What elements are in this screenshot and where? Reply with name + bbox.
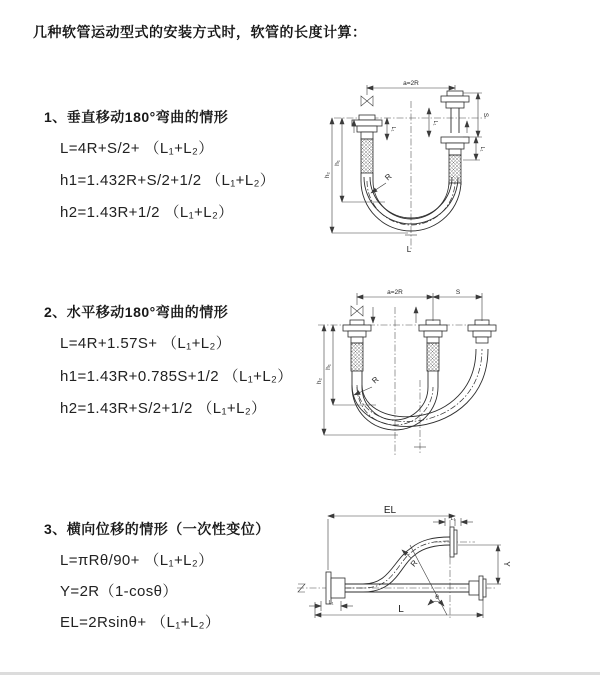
page-title: 几种软管运动型式的安装方式时，软管的长度计算： [33,24,367,40]
dim-label-theta: θ [435,594,439,601]
dim-label-y: Y [502,561,511,567]
formula-line: h1=1.43R+0.785S+1/2 （L₁+L₂） [60,368,293,385]
formula-line: L=4R+S/2+ （L₁+L₂） [60,140,214,157]
radius-callout [354,375,381,395]
dimension-l1-top [433,516,473,526]
angle-theta [410,545,447,615]
dim-label-s: S [455,289,461,296]
dim-label-l1: L₁ [390,126,396,132]
dim-label-s: S [482,112,489,118]
dimension-el [328,505,455,570]
formula-line: L=4R+1.57S+ （L₁+L₂） [60,335,232,352]
dim-label-r: R [408,558,420,569]
right-flange-original [469,576,486,600]
dim-label-r: R [370,374,381,386]
dim-label-l1: L₁ [328,600,334,606]
dim-label-l1: L₁ [450,516,456,522]
dim-label-h1: h₁ [334,160,341,166]
formula-line: L=πRθ/90+ （L₁+L₂） [60,552,214,569]
dim-label-a2r: a=2R [403,80,419,87]
left-flange [352,115,382,173]
formula-line: h1=1.432R+S/2+1/2 （L₁+L₂） [60,172,276,189]
valve-icon [351,306,363,316]
dim-label-l: L [406,245,412,254]
section-1-heading: 1、垂直移动180°弯曲的情形 [44,109,229,125]
diagram-vertical-180-bend [310,75,590,255]
formula-line: h2=1.43R+S/2+1/2 （L₁+L₂） [60,400,267,417]
dimension-l [315,600,483,618]
dimension-l1-mid [429,108,438,137]
right-flange-moved [441,91,469,108]
dim-label-r: R [383,171,394,183]
dimension-a2r [367,80,455,95]
valve-icon [361,96,373,106]
dim-label-l1: L₁ [479,146,485,152]
diagram-horizontal-180-bend [310,285,590,465]
dim-label-el: EL [383,505,397,516]
right-flange-moved [450,527,457,557]
dimension-y [458,545,511,584]
dim-label-l: L [398,604,404,615]
dimension-l1-left [387,118,396,140]
formula-line: EL=2Rsinθ+ （L₁+L₂） [60,614,221,631]
formula-line: h2=1.43R+1/2 （L₁+L₂） [60,204,234,221]
section-3-heading: 3、横向位移的情形（一次性变位） [44,521,270,537]
dim-label-h2: h₂ [324,171,331,179]
left-flange [343,320,371,371]
formula-line: Y=2R（1-cosθ） [60,583,178,600]
section-2-heading: 2、水平移动180°弯曲的情形 [44,304,229,320]
dimension-s [433,289,482,321]
dim-label-h2: h₂ [316,377,323,385]
right-flange-moved [468,320,496,343]
middle-flange [419,320,447,371]
dimension-l1-left [309,600,353,611]
diagram-lateral-displacement [295,500,600,650]
dim-label-h1: h₁ [325,364,332,370]
dim-label-a2r: a=2R [387,289,403,296]
dim-label-l1: L₁ [432,120,438,126]
